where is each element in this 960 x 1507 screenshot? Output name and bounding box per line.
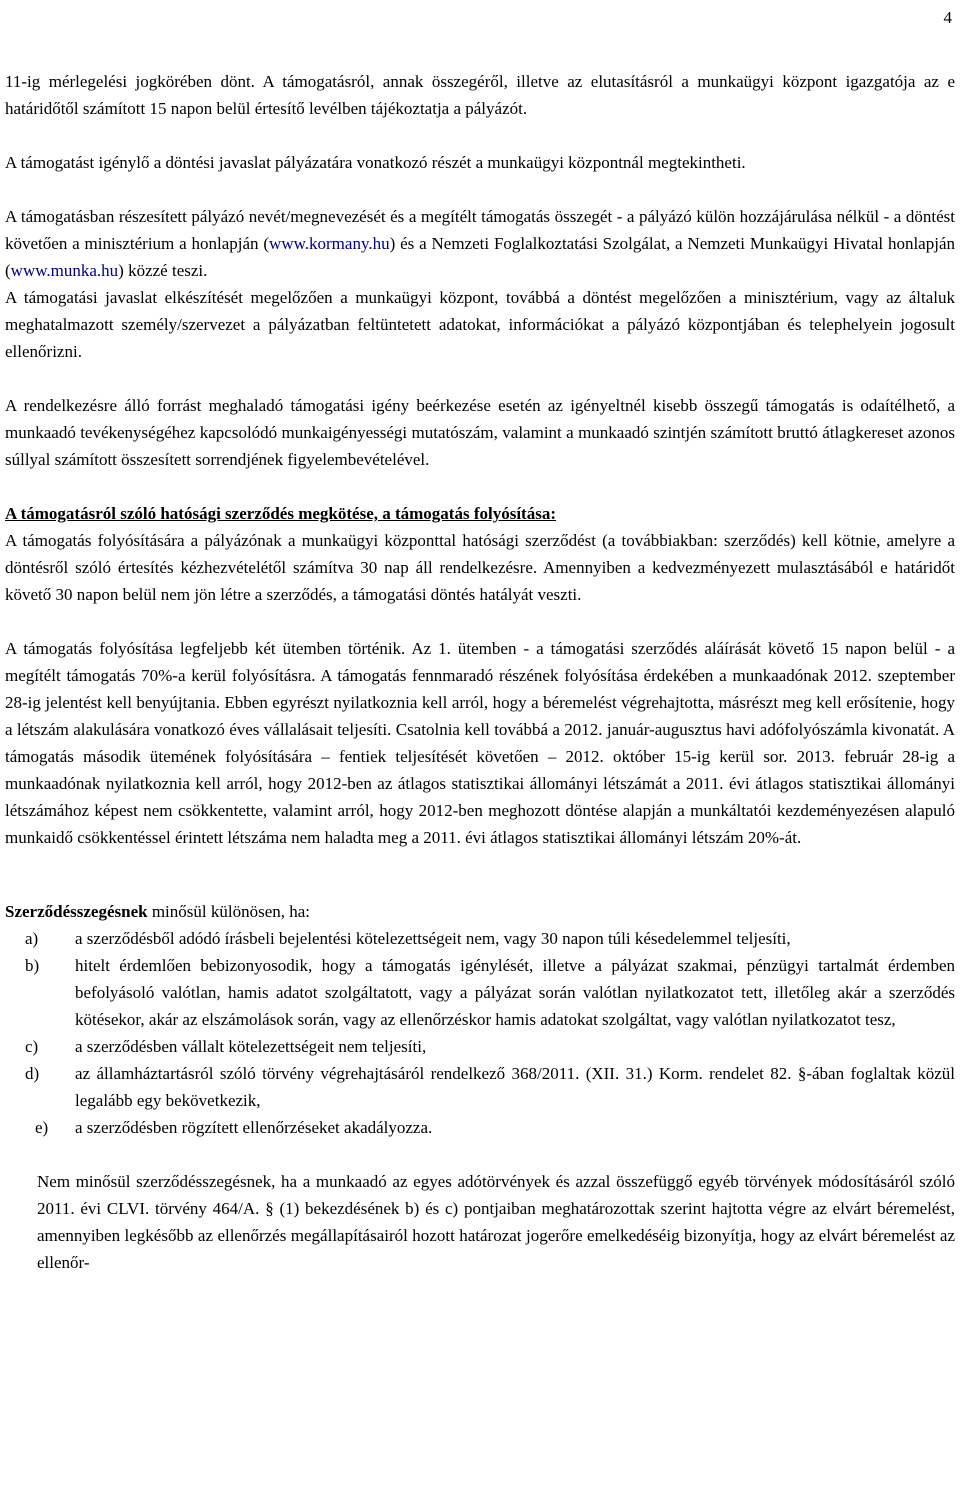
breach-intro — [5, 898, 955, 925]
document-body — [5, 68, 955, 1276]
publication-text-a: A támogatásban részesített pályázó nevét/megnevezését és a megítélt támogatás összegét - a pályázó külön hozzájárulása nélkül - a döntést követően a minisztérium a honlapján ( — [5, 207, 955, 253]
paragraph-disbursement: A támogatás folyósítása legfeljebb két ütemben történik. Az 1. ütemben - a támogatási szerződés aláírását követő 15 napon belül - a megítélt támogatás 70%-a kerül folyósításra. A támogatás fennmaradó részének folyósítása érdekében a munkaadónak 2012. szeptember 28-ig jelentést kell benyújtania. Ebben egyrészt nyilatkoznia kell arról, hogy a béremelést végrehajtotta, másrészt meg kell erősítenie, hogy a létszám alakulására vonatkozó éves vállalásait teljesíti. Csatolnia kell továbbá a 2012. január-augusztus havi adófolyószámla kivonatát. A támogatás második ütemének folyósítására – fentiek teljesítését követően – 2012. október 15-ig kerül sor. 2013. február 28-ig a munkaadónak nyilatkoznia kell arról, hogy 2012-ben az átlagos statisztikai állományi létszámát a 2011. évi átlagos statisztikai állományi létszámához képest nem csökkentette, valamint arról, hogy 2012-ben meghozott döntése alapján a munkáltatói kezdeményezésen alapuló munkaidő csökkentéssel érintett létszáma nem haladta meg a 2011. évi átlagos statisztikai állományi létszám 20%-át. — [5, 639, 955, 847]
list-item-text: a szerződésben rögzített ellenőrzéseket akadályozza. — [75, 1118, 433, 1137]
munka-link[interactable]: www.munka.hu — [10, 261, 119, 280]
paragraph-contract: A támogatás folyósítására a pályázónak a munkaügyi központtal hatósági szerződést (a továbbiakban: szerződés) kell kötnie, amelyre a döntésről szóló értesítés kézhezvételétől számítva 30 nap áll rendelkezésre. Amennyiben a kedvezményezett mulasztásából e határidőt követő 30 napon belül nem jön létre a szerződés, a támogatási döntés hatályát veszti. — [5, 531, 955, 604]
list-item-text: az államháztartásról szóló törvény végrehajtásáról rendelkező 368/2011. (XII. 31.) Korm. rendelet 82. §-ában foglaltak közül legalább egy bekövetkezik, — [75, 1064, 955, 1110]
breach-list — [5, 925, 955, 1141]
list-item-label: d) — [25, 1064, 40, 1083]
list-item-text: a szerződésből adódó írásbeli bejelentési kötelezettségeit nem, vagy 30 napon túli késedelemmel teljesíti, — [75, 929, 791, 948]
section-heading: A támogatásról szóló hatósági szerződés megkötése, a támogatás folyósítása: — [5, 504, 556, 523]
list-item-label: a) — [25, 929, 39, 948]
list-item-text: hitelt érdemlően bebizonyosodik, hogy a támogatás igénylését, illetve a pályázat szakmai, pénzügyi tartalmát érdemben befolyásoló valótlan, hamis adatot szolgáltatott, vagy a pályázat során valótlan nyilatkozatot tett, illetőleg akár a szerződés kötésekor, akár az elszámolások során, vagy az ellenőrzéskor hamis adatokat szolgáltat, vagy valótlan nyilatkozatot tesz, — [75, 956, 955, 1029]
paragraph-decision-notice: 11-ig mérlegelési jogkörében dönt. A támogatásról, annak összegéről, illetve az elutasításról a munkaügyi központ igazgatója az e határidőtől számított 15 napon belül értesítő levélben tájékoztatja a pályázót. — [5, 72, 955, 118]
paragraph-verification: A támogatási javaslat elkészítését megelőzően a munkaügyi központ, továbbá a döntést megelőzően a minisztérium, vagy az általuk meghatalmazott személy/szervezet a pályázatban feltüntetett adatokat, információkat a pályázó központjában és telephelyein jogosult ellenőrizni. — [5, 288, 955, 361]
publication-text-c: ) közzé teszi. — [118, 261, 208, 280]
list-item-text: a szerződésben vállalt kötelezettségeit nem teljesíti, — [75, 1037, 427, 1056]
list-item — [5, 1033, 955, 1060]
list-item-label: b) — [25, 956, 40, 975]
paragraph-not-breach: Nem minősül szerződésszegésnek, ha a munkaadó az egyes adótörvények és azzal összefüggő egyéb törvények módosításáról szóló 2011. évi CLVI. törvény 464/A. § (1) bekezdésének b) és c) pontjaiban meghatározottak szerint hajtotta végre az elvárt béremelést, amennyiben legkésőbb az ellenőrzés megállapításairól hozott határozat jogerőre emelkedéséig bizonyítja, hogy az elvárt béremelést az ellenőr- — [37, 1172, 955, 1272]
breach-title: Szerződésszegésnek — [5, 902, 148, 921]
paragraph-funding-priority: A rendelkezésre álló forrást meghaladó támogatási igény beérkezése esetén az igényeltnél kisebb összegű támogatás is odaítélhető, a munkaadó tevékenységéhez kapcsolódó munkaigényességi mutatószám, valamint a munkaadó szintjén számított bruttó átlagkereset azonos súllyal számított összesített sorrendjének figyelembevételével. — [5, 396, 955, 469]
paragraph-publication — [5, 203, 955, 284]
list-item — [5, 1114, 955, 1141]
list-item-label: e) — [35, 1118, 49, 1137]
page-number: 4 — [943, 8, 952, 27]
list-item — [5, 952, 955, 1033]
list-item — [5, 925, 955, 952]
publication-text-b: ) és a Nemzeti Foglalkoztatási Szolgálat, a Nemzeti Munkaügyi Hivatal honlapján ( — [5, 234, 955, 280]
kormany-link[interactable]: www.kormany.hu — [269, 234, 390, 253]
paragraph-proposal-review: A támogatást igénylő a döntési javaslat pályázatára vonatkozó részét a munkaügyi központnál megtekintheti. — [5, 153, 746, 172]
list-item-label: c) — [25, 1037, 39, 1056]
list-item — [5, 1060, 955, 1114]
breach-intro-rest: minősül különösen, ha: — [147, 902, 311, 921]
